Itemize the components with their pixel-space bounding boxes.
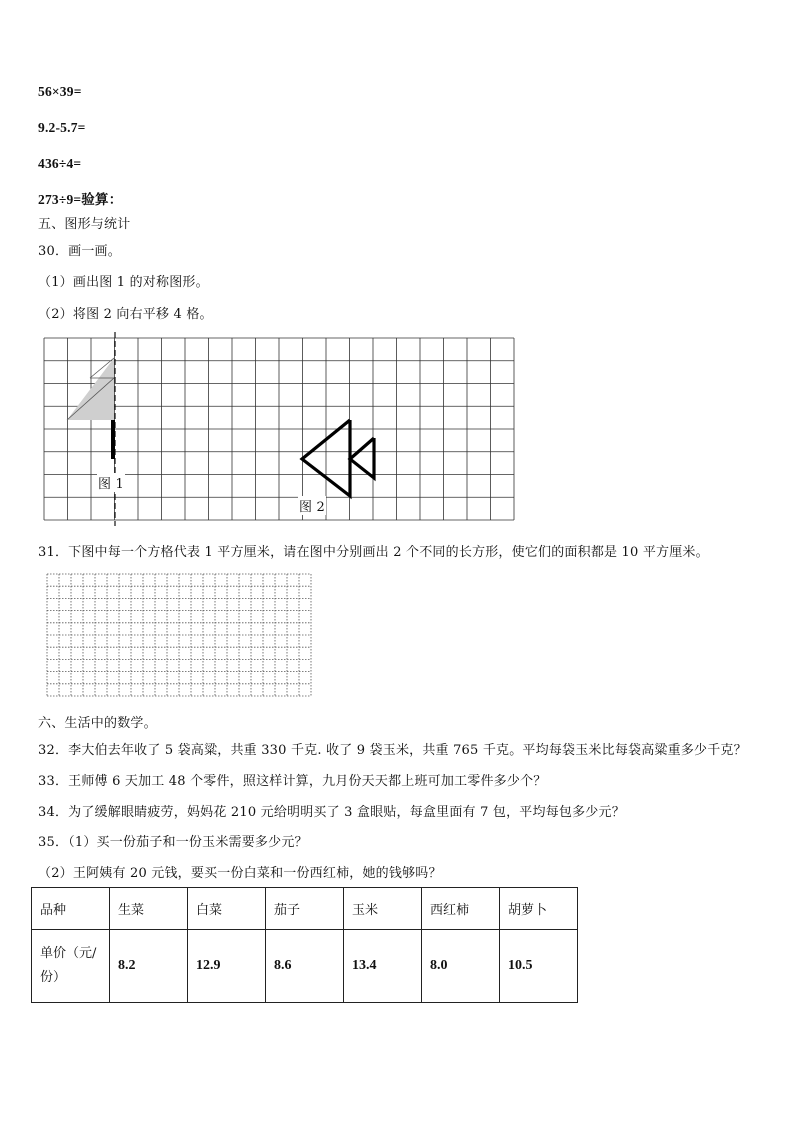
header-item-cell: 胡萝卜 bbox=[500, 888, 578, 930]
vegetable-price-table bbox=[31, 887, 578, 1003]
figure-1-label: 图 1 bbox=[97, 473, 125, 492]
section-six-heading: 六、生活中的数学。 bbox=[38, 716, 157, 731]
figure-1-shape bbox=[67, 358, 114, 420]
price-label-line-1: 单价（元/ bbox=[40, 946, 97, 961]
figure-2-label: 图 2 bbox=[298, 496, 326, 515]
grid-q31 bbox=[47, 574, 311, 696]
question-multiplication: 56×39= bbox=[38, 84, 82, 99]
question-subtraction: 9.2-5.7= bbox=[38, 120, 86, 135]
question-30-part-1: （1）画出图 1 的对称图形。 bbox=[38, 275, 209, 290]
question-31: 31．下图中每一个方格代表 1 平方厘米，请在图中分别画出 2 个不同的长方形，使它们的面积都是 10 平方厘米。 bbox=[38, 545, 709, 560]
table-header-row bbox=[32, 888, 578, 930]
price-cell: 10.5 bbox=[500, 930, 578, 1003]
price-cell: 8.6 bbox=[266, 930, 344, 1003]
price-label-cell bbox=[32, 930, 110, 1003]
price-label-line-2: 份） bbox=[40, 970, 67, 985]
header-label-cell: 品种 bbox=[32, 888, 110, 930]
header-item-cell: 茄子 bbox=[266, 888, 344, 930]
table-price-row bbox=[32, 930, 578, 1003]
question-30-part-2: （2）将图 2 向右平移 4 格。 bbox=[38, 307, 213, 322]
question-30: 30．画一画。 bbox=[38, 244, 121, 259]
price-cell: 8.0 bbox=[422, 930, 500, 1003]
question-33: 33．王师傅 6 天加工 48 个零件，照这样计算，九月份天天都上班可加工零件多少个？ bbox=[38, 774, 547, 789]
price-cell: 8.2 bbox=[110, 930, 188, 1003]
header-item-cell: 生菜 bbox=[110, 888, 188, 930]
section-five-heading: 五、图形与统计 bbox=[38, 217, 131, 232]
figure-2-shape bbox=[302, 420, 374, 496]
question-35-part-1: 35．（1）买一份茄子和一份玉米需要多少元？ bbox=[38, 835, 308, 850]
question-division-check: 273÷9=验算： bbox=[38, 192, 123, 207]
header-item-cell: 西红柿 bbox=[422, 888, 500, 930]
price-cell: 13.4 bbox=[344, 930, 422, 1003]
price-cell: 12.9 bbox=[188, 930, 266, 1003]
question-35-part-2: （2）王阿姨有 20 元钱，要买一份白菜和一份西红柿，她的钱够吗？ bbox=[38, 866, 442, 881]
header-item-cell: 玉米 bbox=[344, 888, 422, 930]
question-division: 436÷4= bbox=[38, 156, 82, 171]
header-item-cell: 白菜 bbox=[188, 888, 266, 930]
question-32: 32．李大伯去年收了 5 袋高粱，共重 330 千克. 收了 9 袋玉米，共重 765 千克。平均每袋玉米比每袋高粱重多少千克？ bbox=[38, 743, 747, 758]
question-34: 34．为了缓解眼睛疲劳，妈妈花 210 元给明明买了 3 盒眼贴，每盒里面有 7 包，平均每包多少元？ bbox=[38, 805, 625, 820]
